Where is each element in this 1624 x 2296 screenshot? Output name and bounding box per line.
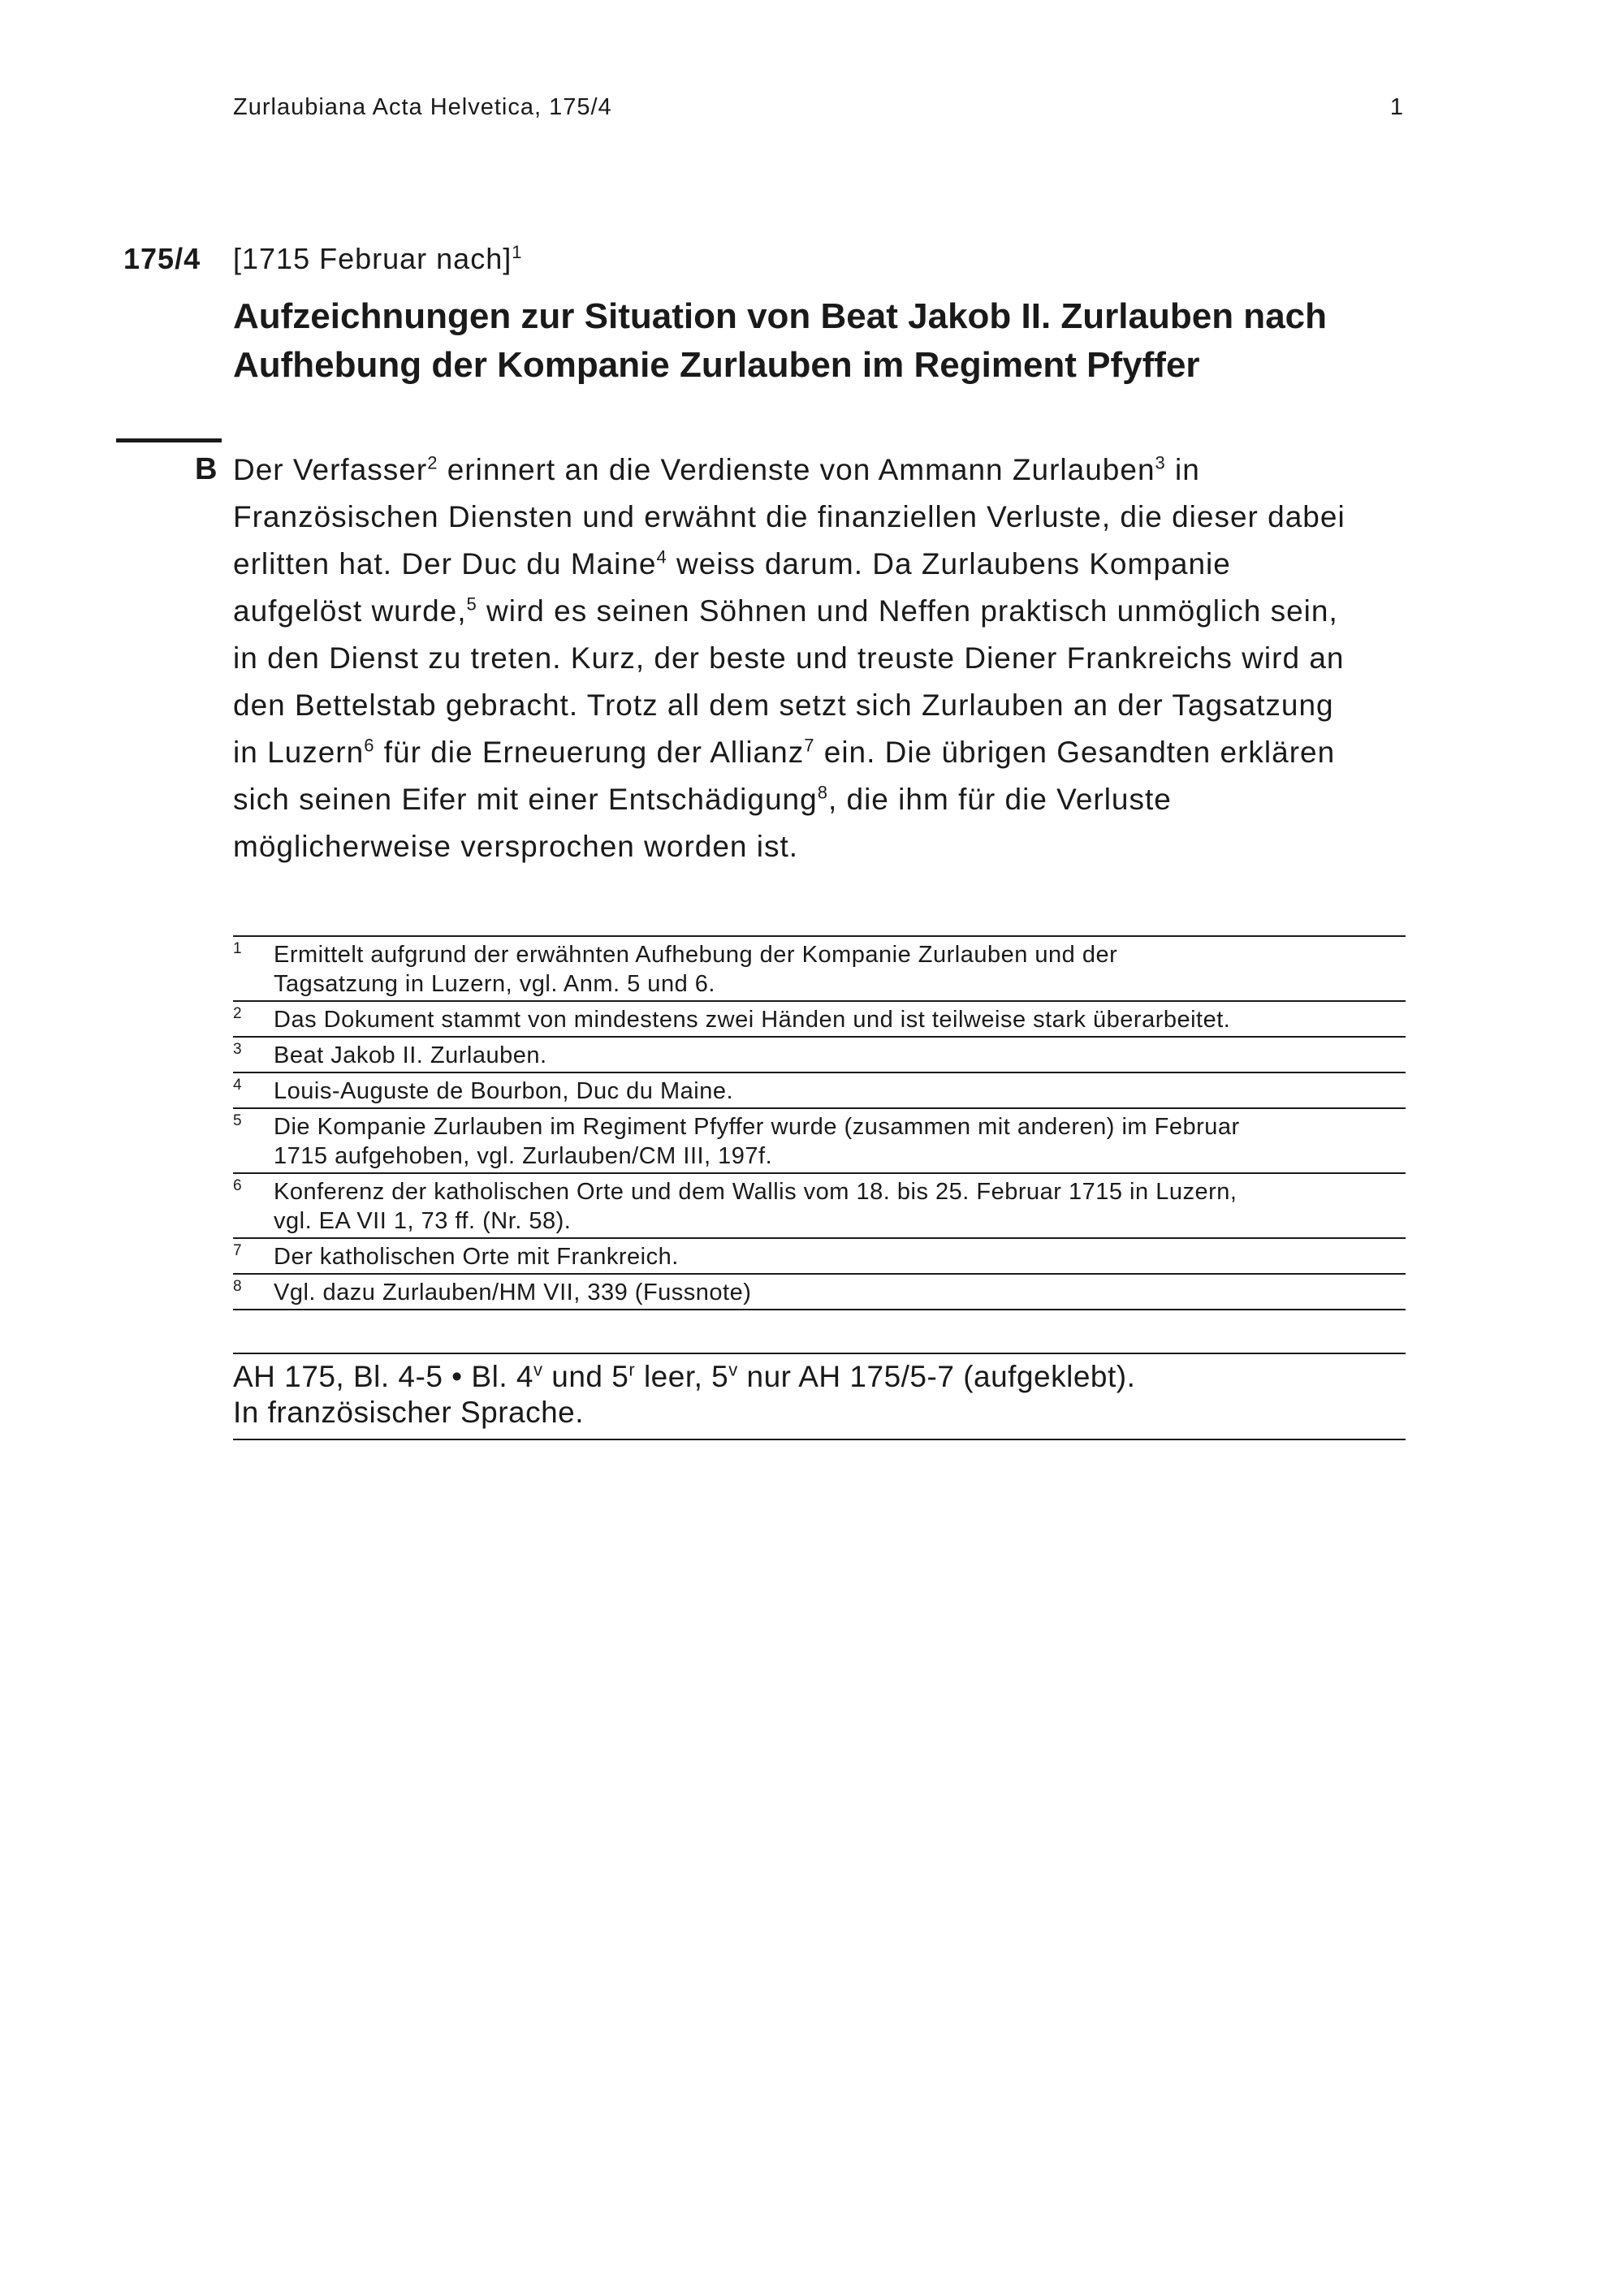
footnote-text bbox=[274, 1005, 1406, 1034]
footnote-text bbox=[274, 1278, 1406, 1307]
footnote-1 bbox=[233, 935, 1406, 1000]
footnote-ref[interactable]: 4 bbox=[656, 546, 667, 568]
footnote-3 bbox=[233, 1036, 1406, 1072]
running-head: Zurlaubiana Acta Helvetica, 175/4 bbox=[233, 94, 612, 120]
source-note bbox=[233, 1353, 1406, 1440]
footnote-number: 4 bbox=[233, 1077, 243, 1094]
summary-line bbox=[233, 588, 1410, 635]
source-text: leer, 5 bbox=[635, 1360, 729, 1393]
footnote-ref[interactable]: 8 bbox=[817, 782, 828, 803]
footnote-ref[interactable]: 5 bbox=[466, 593, 477, 615]
footnote-number: 7 bbox=[233, 1242, 243, 1259]
footnote-number: 3 bbox=[233, 1041, 243, 1058]
margin-letter: B bbox=[195, 452, 218, 486]
footnote-number: 1 bbox=[233, 940, 243, 957]
document-date-text: [1715 Februar nach] bbox=[233, 242, 512, 275]
margin-rule bbox=[116, 438, 222, 442]
footnote-6 bbox=[233, 1172, 1406, 1237]
summary-text: Der Verfasser bbox=[233, 453, 428, 486]
footnote-number: 6 bbox=[233, 1177, 243, 1194]
summary-text: , die ihm für die Verluste bbox=[827, 783, 1172, 816]
source-line bbox=[233, 1359, 1406, 1395]
title-line: Aufzeichnungen zur Situation von Beat Jakob II. Zurlauben nach bbox=[233, 296, 1328, 336]
source-text: und 5 bbox=[542, 1360, 629, 1393]
footnote-text bbox=[274, 1177, 1406, 1236]
footnote-line: Ermittelt aufgrund der erwähnten Aufhebung der Kompanie Zurlauben und der bbox=[274, 942, 1118, 968]
summary-line bbox=[233, 541, 1410, 588]
footnote-ref[interactable]: 3 bbox=[1155, 452, 1166, 473]
footnote-text bbox=[274, 1077, 1406, 1106]
footnote-line: Das Dokument stammt von mindestens zwei Händen und ist teilweise stark überarbeitet. bbox=[274, 1007, 1231, 1033]
footnote-line: Konferenz der katholischen Orte und dem Wallis vom 18. bis 25. Februar 1715 in Luzern, bbox=[274, 1179, 1237, 1205]
footnote-number: 5 bbox=[233, 1112, 243, 1129]
summary-text: sich seinen Eifer mit einer Entschädigung bbox=[233, 783, 818, 816]
summary-line: in den Dienst zu treten. Kurz, der beste und treuste Diener Frankreichs wird an bbox=[233, 641, 1345, 675]
summary-text: in bbox=[1165, 453, 1200, 486]
summary-text: ein. Die übrigen Gesandten erklären bbox=[814, 736, 1336, 769]
summary-text: weiss darum. Da Zurlaubens Kompanie bbox=[667, 547, 1231, 580]
summary-line: den Bettelstab gebracht. Trotz all dem setzt sich Zurlauben an der Tagsatzung bbox=[233, 688, 1334, 722]
footnote-ref[interactable]: 7 bbox=[804, 735, 815, 756]
recto-mark: r bbox=[628, 1359, 636, 1380]
footnote-line: Tagsatzung in Luzern, vgl. Anm. 5 und 6. bbox=[274, 971, 715, 997]
summary-text: erinnert an die Verdienste von Ammann Zurlauben bbox=[438, 453, 1155, 486]
summary-line: möglicherweise versprochen worden ist. bbox=[233, 830, 799, 863]
source-text: AH 175, Bl. 4-5 • Bl. 4 bbox=[233, 1360, 533, 1393]
summary-line bbox=[233, 447, 1410, 494]
footnote-line: Beat Jakob II. Zurlauben. bbox=[274, 1042, 547, 1068]
footnote-8 bbox=[233, 1273, 1406, 1310]
source-language: In französischer Sprache. bbox=[233, 1396, 585, 1429]
document-number: 175/4 bbox=[123, 242, 201, 275]
footnote-ref[interactable]: 1 bbox=[512, 242, 523, 262]
verso-mark: v bbox=[533, 1359, 543, 1380]
footnote-number: 2 bbox=[233, 1005, 243, 1022]
footnote-line: vgl. EA VII 1, 73 ff. (Nr. 58). bbox=[274, 1208, 572, 1234]
footnote-ref[interactable]: 6 bbox=[364, 735, 375, 756]
summary-text: aufgelöst wurde, bbox=[233, 594, 467, 628]
summary-text: in Luzern bbox=[233, 736, 365, 769]
summary-line: Französischen Diensten und erwähnt die finanziellen Verluste, die dieser dabei bbox=[233, 500, 1345, 533]
page-number: 1 bbox=[1389, 94, 1403, 120]
summary-text: für die Erneuerung der Allianz bbox=[374, 736, 805, 769]
footnote-text bbox=[274, 1112, 1406, 1171]
summary-line bbox=[233, 729, 1410, 776]
footnote-ref[interactable]: 2 bbox=[427, 452, 438, 473]
footnote-line: Der katholischen Orte mit Frankreich. bbox=[274, 1244, 679, 1270]
document-date bbox=[233, 242, 522, 276]
title-line: Aufhebung der Kompanie Zurlauben im Regiment Pfyffer bbox=[233, 345, 1200, 385]
summary-line bbox=[233, 776, 1410, 823]
source-text: nur AH 175/5-7 (aufgeklebt). bbox=[737, 1360, 1136, 1393]
footnote-text bbox=[274, 1242, 1406, 1271]
footnote-text bbox=[274, 940, 1406, 999]
footnote-line: 1715 aufgehoben, vgl. Zurlauben/CM III, 197f. bbox=[274, 1143, 773, 1169]
summary-paragraph bbox=[233, 447, 1410, 870]
document-title bbox=[233, 292, 1394, 390]
footnote-line: Louis-Auguste de Bourbon, Duc du Maine. bbox=[274, 1078, 734, 1104]
summary-text: erlitten hat. Der Duc du Maine bbox=[233, 547, 657, 580]
summary-text: wird es seinen Söhnen und Neffen praktisch unmöglich sein, bbox=[477, 594, 1338, 628]
footnote-7 bbox=[233, 1237, 1406, 1273]
footnote-4 bbox=[233, 1072, 1406, 1107]
footnote-line: Die Kompanie Zurlauben im Regiment Pfyffer wurde (zusammen mit anderen) im Februar bbox=[274, 1114, 1240, 1140]
footnote-line: Vgl. dazu Zurlauben/HM VII, 339 (Fussnote) bbox=[274, 1280, 752, 1306]
footnote-text bbox=[274, 1041, 1406, 1070]
footnote-number: 8 bbox=[233, 1278, 243, 1295]
footnote-5 bbox=[233, 1107, 1406, 1172]
footnote-2 bbox=[233, 1000, 1406, 1036]
verso-mark: v bbox=[728, 1359, 738, 1380]
footnotes bbox=[233, 935, 1406, 1310]
